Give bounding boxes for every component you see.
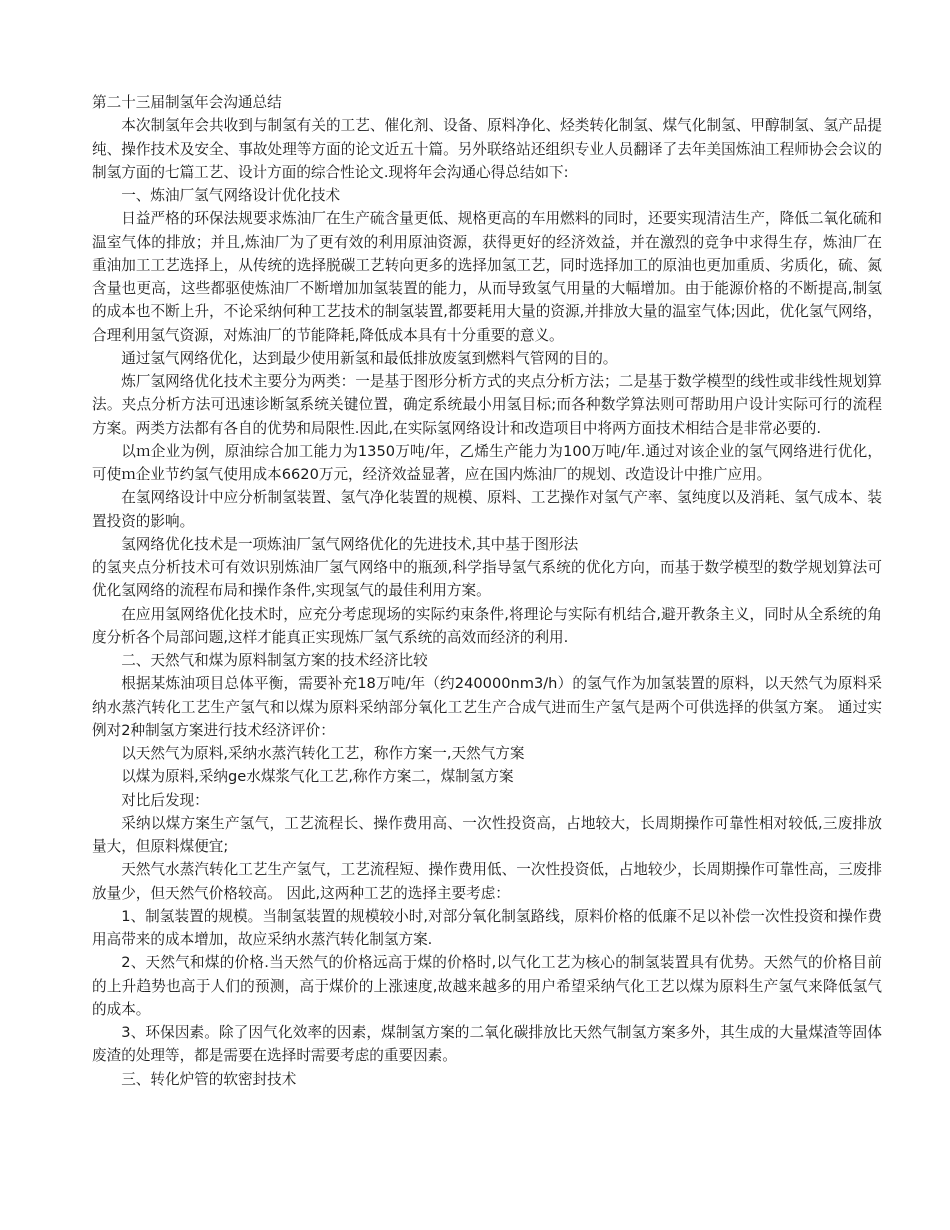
- document-body: [92, 91, 882, 1091]
- document-title: 第二十三届制氢年会沟通总结: [92, 94, 282, 111]
- paragraph: 通过氢气网络优化，达到最少使用新氢和最低排放废氢到燃料气管网的目的。: [121, 349, 618, 367]
- paragraph: 1、制氢装置的规模。当制氢装置的规模较小时,对部分氧化制氢路线，原料价格的低廉不足以补偿一次性投资和操作费用高带来的成本增加，故应采纳水蒸汽转化制氢方案.: [92, 907, 882, 948]
- paragraph: 日益严格的环保法规要求炼油厂在生产硫含量更低、规格更高的车用燃料的同时，还要实现清洁生产，降低二氧化硫和温室气体的排放；并且,炼油厂为了更有效的利用原油资源，获得更好的经济效益，并在激烈的竞争中求得生存，炼油厂在重油加工工艺选择上，从传统的选择脱碳工艺转向更多的选择加氢工艺，同时选择加工的原油也更加重质、劣质化，硫、氮含量也更高，这些都驱使炼油厂不断增加加氢装置的能力，从而导致氢气用量的大幅增加。由于能源价格的不断提高,制氢的成本也不断上升，不论采纳何种工艺技术的制氢装置,都要耗用大量的资源,并排放大量的温室气体;因此，优化氢气网络，合理利用氢气资源，对炼油厂的节能降耗,降低成本具有十分重要的意义。: [92, 210, 882, 344]
- paragraph: 以天然气为原料,采纳水蒸汽转化工艺，称作方案一,天然气方案: [121, 745, 525, 762]
- paragraph: 氢网络优化技术是一项炼油厂氢气网络优化的先进技术,其中基于图形法: [121, 535, 579, 553]
- paragraph: 以ｍ企业为例，原油综合加工能力为1350万吨/年，乙烯生产能力为100万吨/年.通过对该企业的氢气网络进行优化，可使ｍ企业节约氢气使用成本6620万元，经济效益显著，应在国内炼油厂的规划、改造设计中推广应用。: [92, 442, 882, 483]
- paragraph: 在应用氢网络优化技术时，应充分考虑现场的实际约束条件,将理论与实际有机结合,避开教条主义，同时从全系统的角度分析各个局部问题,这样才能真正实现炼厂氢气系统的高效而经济的利用.: [92, 605, 882, 646]
- paragraph: 的氢夹点分析技术可有效识别炼油厂氢气网络中的瓶颈,科学指导氢气系统的优化方向，而基于数学模型的数学规划算法可优化氢网络的流程布局和操作条件,实现氢气的最佳利用方案。: [92, 559, 882, 600]
- paragraph: 对比后发现：: [121, 791, 209, 809]
- paragraph: 3、环保因素。除了因气化效率的因素，煤制氢方案的二氧化碳排放比天然气制氢方案多外，其生成的大量煤渣等固体废渣的处理等，都是需要在选择时需要考虑的重要因素。: [92, 1024, 882, 1065]
- paragraph: 根据某炼油项目总体平衡，需要补充18万吨/年（约240000nm3/h）的氢气作为加氢装置的原料，以天然气为原料采纳水蒸汽转化工艺生产氢气和以煤为原料采纳部分氧化工艺生产合成气进而生产氢气是两个可供选择的供氢方案。 通过实例对2种制氢方案进行技术经济评价：: [92, 675, 882, 739]
- paragraph: 采纳以煤方案生产氢气，工艺流程长、操作费用高、一次性投资高，占地较大，长周期操作可靠性相对较低,三废排放量大，但原料煤便宜;: [92, 814, 882, 855]
- paragraph: 天然气水蒸汽转化工艺生产氢气，工艺流程短、操作费用低、一次性投资低，占地较少，长周期操作可靠性高，三废排放量少，但天然气价格较高。 因此,这两种工艺的选择主要考虑：: [92, 861, 882, 902]
- section-heading: 三、转化炉管的软密封技术: [121, 1070, 297, 1088]
- section-heading: 二、天然气和煤为原料制氢方案的技术经济比较: [121, 652, 428, 669]
- paragraph: 本次制氢年会共收到与制氢有关的工艺、催化剂、设备、原料净化、烃类转化制氢、煤气化制氢、甲醇制氢、氢产品提纯、操作技术及安全、事故处理等方面的论文近五十篇。另外联络站还组织专业人员翻译了去年美国炼油工程师协会会议的制氢方面的七篇工艺、设计方面的综合性论文.现将年会沟通心得总结如下:: [92, 117, 882, 181]
- paragraph: 以煤为原料,采纳ge水煤浆气化工艺,称作方案二，煤制氢方案: [121, 768, 514, 786]
- paragraph: 炼厂氢网络优化技术主要分为两类：一是基于图形分析方式的夹点分析方法；二是基于数学模型的线性或非线性规划算法。夹点分析方法可迅速诊断氢系统关键位置，确定系统最小用氢目标;而各种数学算法则可帮助用户设计实际可行的流程方案。两类方法都有各自的优势和局限性.因此,在实际氢网络设计和改造项目中将两方面技术相结合是非常必要的.: [92, 373, 882, 437]
- paragraph: 2、天然气和煤的价格.当天然气的价格远高于煤的价格时,以气化工艺为核心的制氢装置具有优势。天然气的价格目前的上升趋势也高于人们的预测，高于煤价的上涨速度,故越来越多的用户希望采纳气化工艺以煤为原料生产氢气来降低氢气的成本。: [92, 954, 882, 1018]
- paragraph: 在氢网络设计中应分析制氢装置、氢气净化装置的规模、原料、工艺操作对氢气产率、氢纯度以及消耗、氢气成本、装置投资的影响。: [92, 489, 882, 530]
- section-heading: 一、炼油厂氢气网络设计优化技术: [121, 187, 341, 204]
